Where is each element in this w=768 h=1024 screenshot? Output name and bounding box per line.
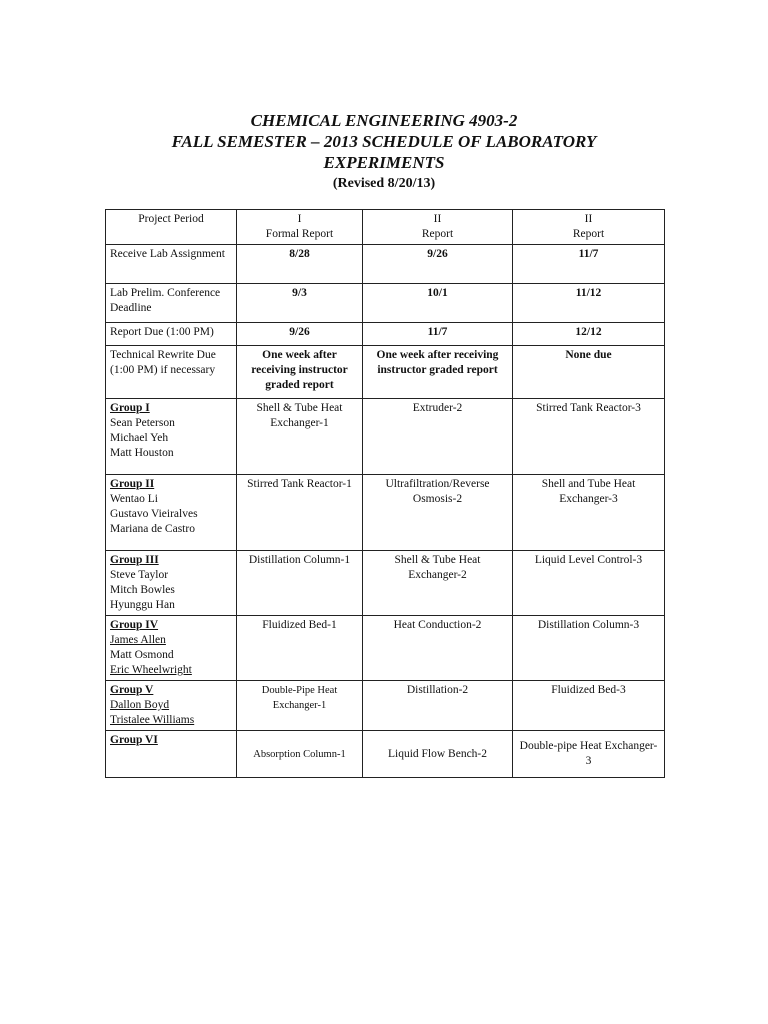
group-name: Group III xyxy=(110,554,159,566)
group-cell xyxy=(106,399,237,475)
table-row xyxy=(106,731,665,778)
title-line-2: FALL SEMESTER – 2013 SCHEDULE OF LABORATORY xyxy=(171,132,597,151)
group-member: Mitch Bowles xyxy=(110,584,175,596)
project-period-label: Project Period xyxy=(106,210,237,245)
group-name: Group VI xyxy=(110,734,158,746)
experiment-cell: Distillation Column-1 xyxy=(237,551,363,616)
schedule-table xyxy=(105,209,665,778)
experiment-cell: Shell & Tube Heat Exchanger-1 xyxy=(237,399,363,475)
group-member: Matt Osmond xyxy=(110,649,174,661)
group-member: Hyunggu Han xyxy=(110,599,175,611)
table-row xyxy=(106,323,665,346)
experiment-cell: Heat Conduction-2 xyxy=(363,616,513,681)
date-cell: 8/28 xyxy=(237,245,363,284)
group-cell xyxy=(106,616,237,681)
row-label: Lab Prelim. Conference Deadline xyxy=(106,284,237,323)
title-line-3: EXPERIMENTS xyxy=(323,153,445,172)
group-member: Mariana de Castro xyxy=(110,523,195,535)
group-member: Eric Wheelwright xyxy=(110,664,192,676)
experiment-cell: Double-Pipe Heat Exchanger-1 xyxy=(237,681,363,731)
group-member: Matt Houston xyxy=(110,447,174,459)
group-cell xyxy=(106,731,237,778)
group-member: Dallon Boyd xyxy=(110,699,170,711)
document-title xyxy=(0,110,768,194)
group-member: Steve Taylor xyxy=(110,569,169,581)
group-cell xyxy=(106,681,237,731)
table-row xyxy=(106,616,665,681)
table-row xyxy=(106,551,665,616)
group-name: Group IV xyxy=(110,619,159,631)
rewrite-cell: One week after receiving instructor graded report xyxy=(237,346,363,399)
rewrite-cell: None due xyxy=(513,346,665,399)
date-cell: 9/26 xyxy=(363,245,513,284)
experiment-cell: Liquid Level Control-3 xyxy=(513,551,665,616)
experiment-cell: Shell & Tube Heat Exchanger-2 xyxy=(363,551,513,616)
period-header: II Report xyxy=(513,210,665,245)
table-row xyxy=(106,475,665,551)
title-line-1: CHEMICAL ENGINEERING 4903-2 xyxy=(250,111,518,130)
group-member: Tristalee Williams xyxy=(110,714,195,726)
experiment-cell: Double-pipe Heat Exchanger-3 xyxy=(513,731,665,778)
date-cell: 9/3 xyxy=(237,284,363,323)
group-name: Group I xyxy=(110,402,150,414)
group-member: Gustavo Vieiralves xyxy=(110,508,198,520)
row-label: Report Due (1:00 PM) xyxy=(106,323,237,346)
experiment-cell: Absorption Column-1 xyxy=(237,731,363,778)
group-name: Group II xyxy=(110,478,155,490)
rewrite-cell: One week after receiving instructor graded report xyxy=(363,346,513,399)
experiment-cell: Ultrafiltration/Reverse Osmosis-2 xyxy=(363,475,513,551)
experiment-cell: Distillation Column-3 xyxy=(513,616,665,681)
experiment-cell: Fluidized Bed-3 xyxy=(513,681,665,731)
experiment-cell: Liquid Flow Bench-2 xyxy=(363,731,513,778)
date-cell: 11/7 xyxy=(363,323,513,346)
group-member: Michael Yeh xyxy=(110,432,169,444)
experiment-cell: Fluidized Bed-1 xyxy=(237,616,363,681)
experiment-cell: Shell and Tube Heat Exchanger-3 xyxy=(513,475,665,551)
table-row xyxy=(106,284,665,323)
revised-date: (Revised 8/20/13) xyxy=(332,176,436,191)
date-cell: 11/7 xyxy=(513,245,665,284)
group-cell xyxy=(106,475,237,551)
period-header: I Formal Report xyxy=(237,210,363,245)
group-name: Group V xyxy=(110,684,154,696)
row-label: Receive Lab Assignment xyxy=(106,245,237,284)
group-cell xyxy=(106,551,237,616)
group-member: Wentao Li xyxy=(110,493,158,505)
date-cell: 9/26 xyxy=(237,323,363,346)
table-row xyxy=(106,245,665,284)
period-header: II Report xyxy=(363,210,513,245)
table-row xyxy=(106,399,665,475)
table-row xyxy=(106,346,665,399)
experiment-cell: Stirred Tank Reactor-1 xyxy=(237,475,363,551)
experiment-cell: Stirred Tank Reactor-3 xyxy=(513,399,665,475)
group-member: James Allen xyxy=(110,634,166,646)
table-row xyxy=(106,681,665,731)
experiment-cell: Distillation-2 xyxy=(363,681,513,731)
experiment-cell: Extruder-2 xyxy=(363,399,513,475)
date-cell: 11/12 xyxy=(513,284,665,323)
header-row xyxy=(106,210,665,245)
date-cell: 10/1 xyxy=(363,284,513,323)
group-member: Sean Peterson xyxy=(110,417,175,429)
date-cell: 12/12 xyxy=(513,323,665,346)
row-label: Technical Rewrite Due (1:00 PM) if necessary xyxy=(106,346,237,399)
